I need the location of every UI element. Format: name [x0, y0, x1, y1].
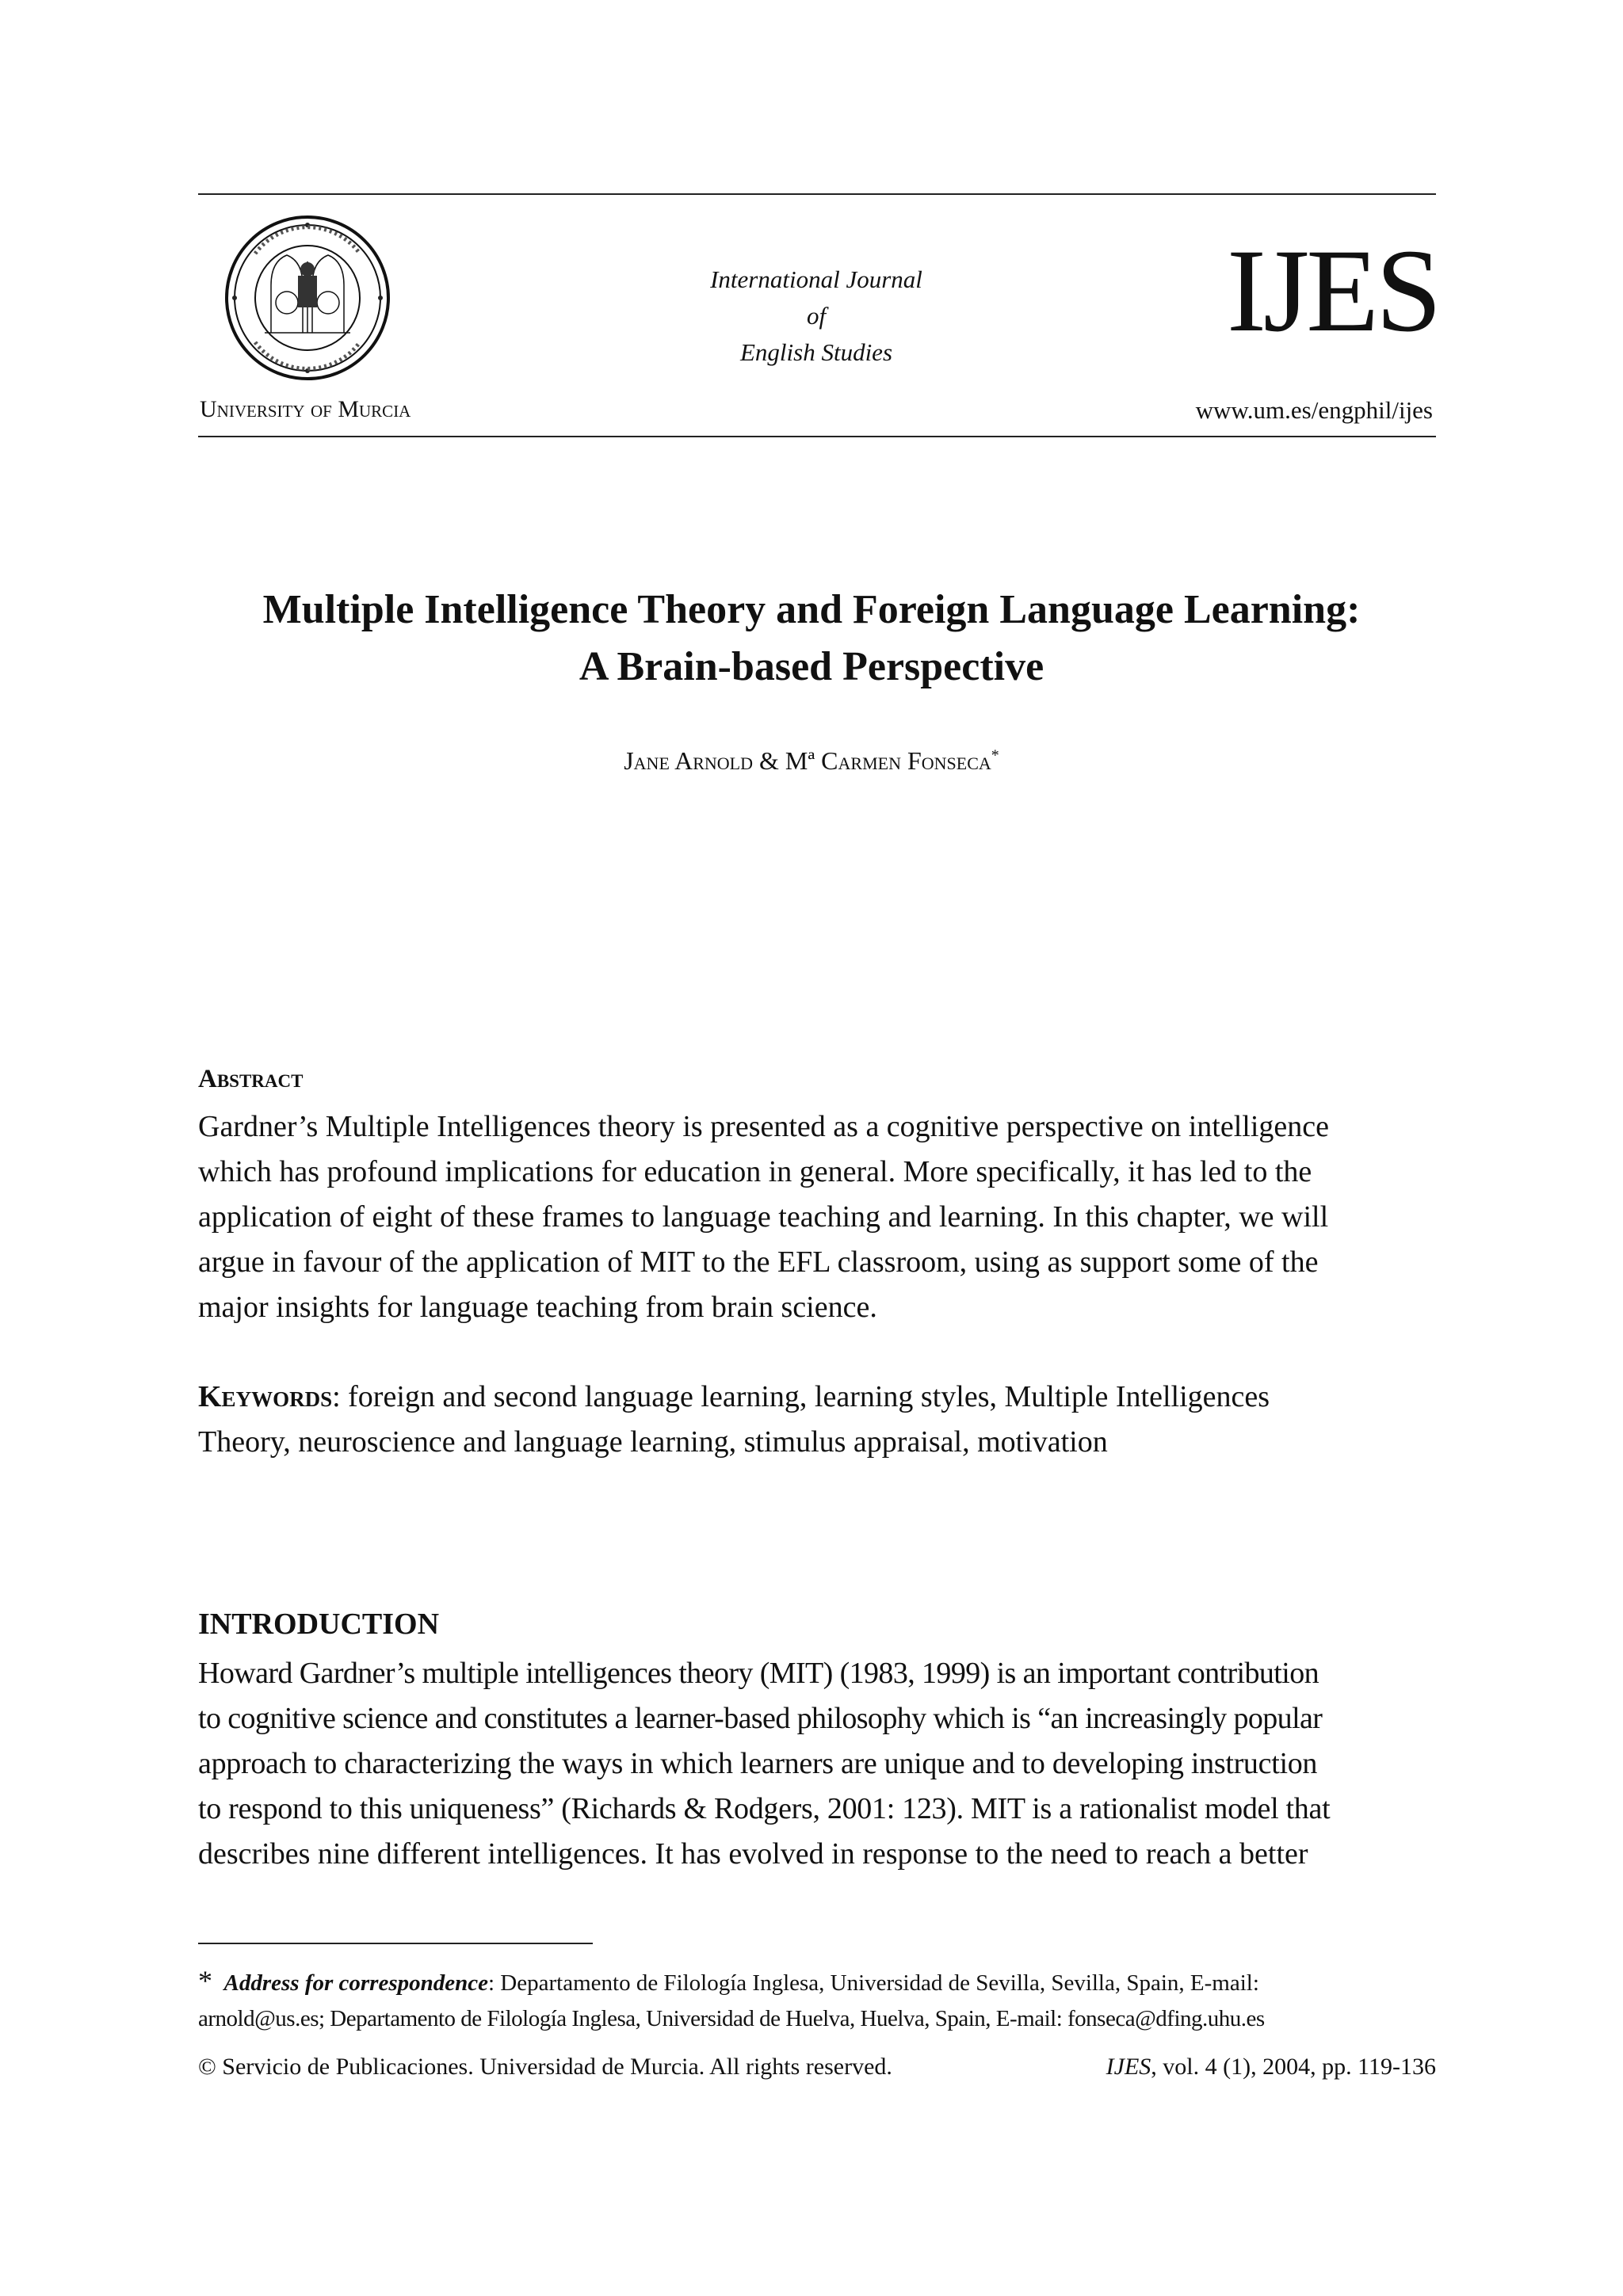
- footer-citation-text: , vol. 4 (1), 2004, pp. 119-136: [1151, 2054, 1436, 2080]
- abstract-line-3: application of eight of these frames to language teaching and learning. In this chapter, we will: [198, 1200, 1329, 1234]
- footnote-text-1: : Departamento de Filología Inglesa, Universidad de Sevilla, Sevilla, Spain, E-mail:: [488, 1970, 1259, 1996]
- footnote-marker: *: [198, 1965, 212, 1997]
- footer-citation: [1106, 2054, 1436, 2081]
- intro-line-1: Howard Gardner’s multiple intelligences theory (MIT) (1983, 1999) is an important contribution: [198, 1657, 1319, 1690]
- footnote-rule: [198, 1943, 593, 1944]
- ijes-logo: IJES: [1227, 225, 1439, 357]
- article-title-line2: A Brain-based Perspective: [579, 644, 1044, 689]
- article-authors: [0, 746, 1623, 776]
- article-title-line1: Multiple Intelligence Theory and Foreign Language Learning:: [262, 587, 1361, 632]
- author-footnote-marker: *: [991, 746, 999, 765]
- footer-copyright: © Servicio de Publicaciones. Universidad de Murcia. All rights reserved.: [198, 2054, 892, 2080]
- footnote-label: Address for correspondence: [223, 1970, 488, 1996]
- header-bottom-rule: [198, 436, 1436, 437]
- abstract-line-4: argue in favour of the application of MIT to the EFL classroom, using as support some of the: [198, 1245, 1319, 1279]
- abstract-line-5: major insights for language teaching from brain science.: [198, 1291, 877, 1324]
- keywords-label: Keywords: [198, 1380, 333, 1413]
- intro-line-2: to cognitive science and constitutes a learner-based philosophy which is “an increasingly popular: [198, 1702, 1323, 1735]
- keywords-line-2: Theory, neuroscience and language learning, stimulus appraisal, motivation: [198, 1425, 1108, 1459]
- abstract-line-2: which has profound implications for education in general. More specifically, it has led to the: [198, 1155, 1312, 1188]
- journal-url[interactable]: www.um.es/engphil/ijes: [1195, 396, 1433, 424]
- university-name: University of Murcia: [200, 396, 411, 422]
- journal-name-line2: of: [806, 302, 827, 330]
- footnote-line-1: [198, 1962, 1436, 2002]
- intro-line-5: describes nine different intelligences. It has evolved in response to the need to reach a better: [198, 1837, 1308, 1871]
- header-top-rule: [198, 193, 1436, 195]
- abstract-heading: Abstract: [198, 1065, 304, 1093]
- journal-name-line1: International Journal: [710, 265, 922, 293]
- abstract-line-1: Gardner’s Multiple Intelligences theory is presented as a cognitive perspective on intelligence: [198, 1110, 1329, 1143]
- authors-text: Jane Arnold & Mª Carmen Fonseca: [624, 746, 991, 775]
- introduction-heading-visible: INTRODUCTION: [198, 1608, 440, 1641]
- footer-journal-name: IJES: [1106, 2054, 1151, 2080]
- journal-name-line3: English Studies: [739, 338, 893, 366]
- university-seal-logo: [223, 214, 391, 382]
- keywords-line-1: [198, 1375, 1436, 1420]
- intro-line-3: approach to characterizing the ways in which learners are unique and to developing instruction: [198, 1747, 1318, 1780]
- footnote-line-2: arnold@us.es; Departamento de Filología Inglesa, Universidad de Huelva, Huelva, Spain, E-mail: fonseca@dfing.uhu.es: [198, 2006, 1265, 2031]
- keywords-text-1: : foreign and second language learning, learning styles, Multiple Intelligences: [332, 1380, 1270, 1413]
- intro-line-4: to respond to this uniqueness” (Richards & Rodgers, 2001: 123). MIT is a rationalist model that: [198, 1792, 1331, 1825]
